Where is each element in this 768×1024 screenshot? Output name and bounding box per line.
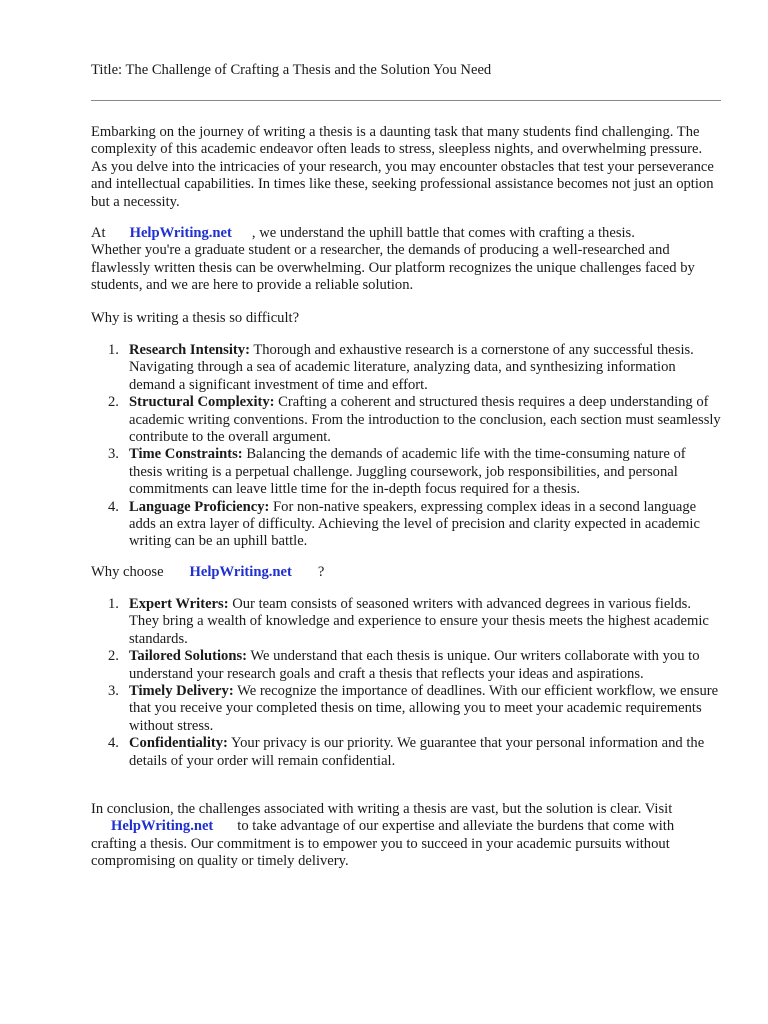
list-item	[91, 394, 721, 446]
list-item	[91, 342, 721, 394]
list-number: 4.	[108, 735, 119, 752]
list-term: Research Intensity:	[129, 342, 250, 358]
list-text: We understand that each thesis is unique. Our writers collaborate with you to understand your research goals and craft a thesis that reflects your ideas and aspirations.	[129, 648, 700, 682]
list-number: 2.	[108, 648, 119, 665]
list-text: For non-native speakers, expressing complex ideas in a second language adds an extra layer of difficulty. Achieving the level of precision and clarity expected in academic writing can be an uphill battle.	[129, 498, 700, 550]
list-number: 1.	[108, 596, 119, 612]
why-choose-prefix: Why choose	[91, 564, 164, 580]
list-term: Structural Complexity:	[129, 394, 275, 411]
intro-paragraph: Embarking on the journey of writing a thesis is a daunting task that many students find challenging. The complexity of this academic endeavor often leads to stress, sleepless nights, and overwhelming pressure. As you delve into the intricacies of your research, you may encounter obstacles that test your perseverance and intellectual capabilities. In times like these, seeking professional assistance becomes not just an option but a necessity.	[91, 124, 714, 210]
list-number: 2.	[108, 394, 119, 411]
conclusion-rest: to take advantage of our expertise and alleviate the burdens that come with crafting a thesis. Our commitment is to empower you to succeed in your academic pursuits without compromising on quality or timely delivery.	[91, 818, 675, 870]
list-term: Confidentiality:	[129, 735, 228, 752]
at-rest: Whether you're a graduate student or a researcher, the demands of producing a well-researched and flawlessly written thesis can be overwhelming. Our platform recognizes the unique challenges faced by students, and we are here to provide a reliable solution.	[91, 242, 695, 294]
list-term: Timely Delivery:	[129, 683, 234, 700]
why-choose-heading	[91, 564, 721, 581]
helpwriting-link-2[interactable]: HelpWriting.net	[189, 564, 292, 580]
list-text: Balancing the demands of academic life with the time-consuming nature of thesis writing is a perpetual challenge. Juggling coursework, job responsibilities, and personal commitments can leave little time for the in-depth focus required for a thesis.	[129, 446, 686, 498]
at-paragraph	[91, 225, 721, 295]
list-term: Language Proficiency:	[129, 498, 270, 515]
list-number: 3.	[108, 683, 119, 700]
list-number: 3.	[108, 446, 119, 463]
why-choose-suffix: ?	[317, 564, 325, 580]
list-item	[91, 683, 721, 735]
list-term: Tailored Solutions:	[129, 648, 248, 665]
list-term: Time Constraints:	[129, 446, 243, 463]
list-item	[91, 499, 721, 551]
document-title: Title: The Challenge of Crafting a Thesis and the Solution You Need	[91, 62, 492, 78]
list-number: 1.	[108, 342, 119, 358]
list-item	[91, 446, 721, 498]
helpwriting-link-1[interactable]: HelpWriting.net	[129, 225, 232, 241]
at-rest-first: , we understand the uphill battle that comes with crafting a thesis.	[251, 225, 635, 241]
why-difficult-heading: Why is writing a thesis so difficult?	[91, 310, 300, 326]
list-text: Your privacy is our priority. We guarantee that your personal information and the details of your order will remain confidential.	[129, 735, 705, 769]
list-text: Thorough and exhaustive research is a cornerstone of any successful thesis. Navigating through a sea of academic literature, analyzing data, and synthesizing information demand a significant investment of time and effort.	[129, 342, 694, 393]
benefits-list	[91, 596, 721, 770]
at-prefix: At	[91, 225, 106, 241]
title-divider	[91, 100, 721, 101]
difficulties-list	[91, 342, 721, 551]
list-term: Expert Writers:	[129, 596, 229, 612]
list-text: We recognize the importance of deadlines. With our efficient workflow, we ensure that you receive your completed thesis on time, allowing you to meet your academic requirements without stress.	[129, 683, 719, 734]
list-item	[91, 648, 721, 683]
list-text: Our team consists of seasoned writers with advanced degrees in various fields. They bring a wealth of knowledge and experience to ensure your thesis meets the highest academic standards.	[129, 596, 709, 647]
conclusion-paragraph	[91, 801, 721, 871]
list-text: Crafting a coherent and structured thesis requires a deep understanding of academic writing conventions. From the introduction to the conclusion, each section must seamlessly contribute to the overall argument.	[129, 394, 721, 446]
list-item	[91, 735, 721, 770]
conclusion-first: In conclusion, the challenges associated with writing a thesis are vast, but the solution is clear. Visit	[91, 801, 673, 817]
list-number: 4.	[108, 498, 119, 515]
helpwriting-link-3[interactable]: HelpWriting.net	[111, 818, 214, 835]
list-item	[91, 596, 721, 648]
